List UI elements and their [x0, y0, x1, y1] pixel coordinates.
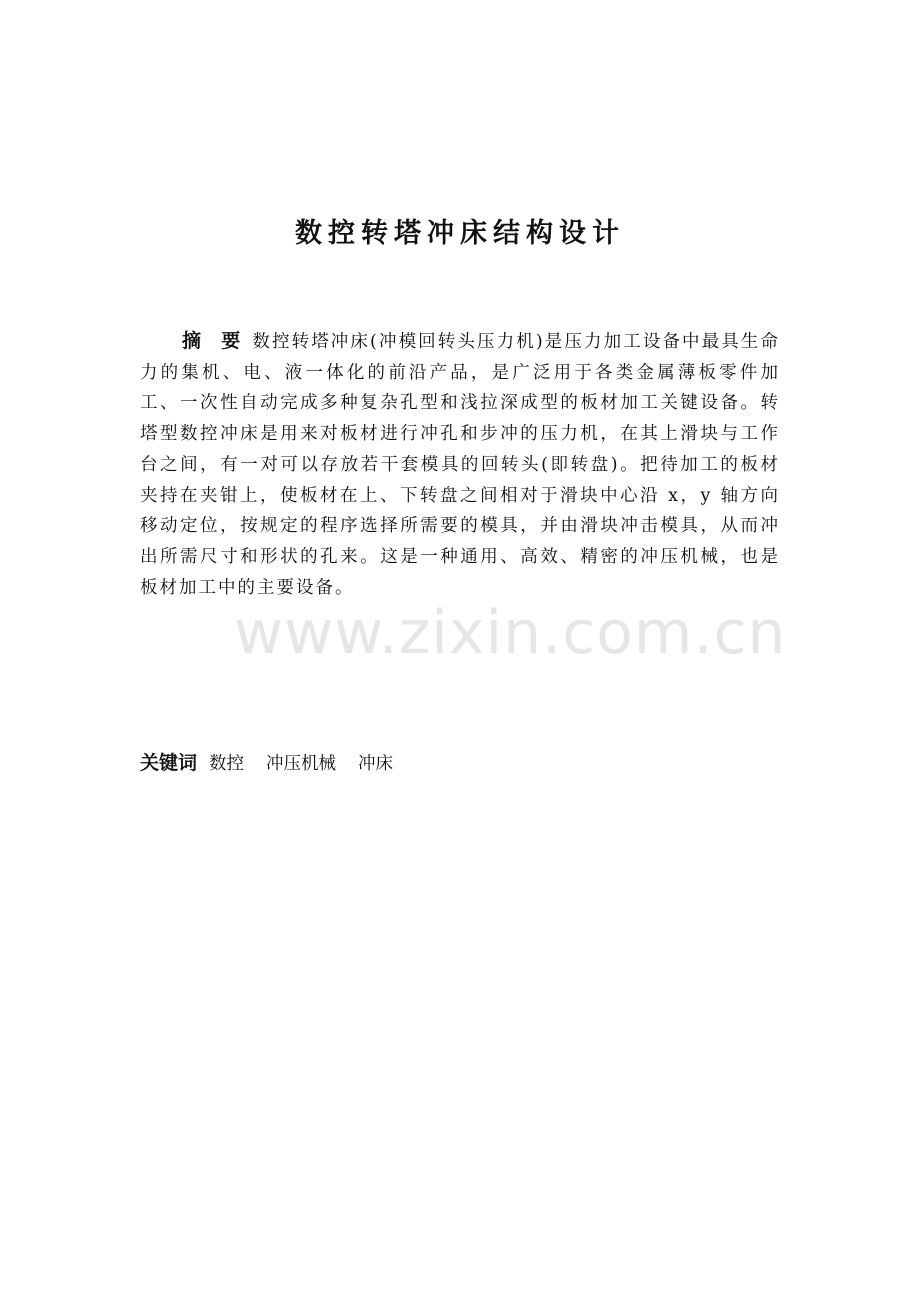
- abstract-label: [182, 330, 240, 352]
- abstract-text: 数控转塔冲床(冲模回转头压力机)是压力加工设备中最具生命力的集机、电、液一体化的前沿产品，是广泛用于各类金属薄板零件加工、一次性自动完成多种复杂孔型和浅拉深成型的板材加工关键设备。转塔型数控冲床是用来对板材进行冲孔和步冲的压力机，在其上滑块与工作台之间，有一对可以存放若干套模具的回转头(即转盘)。把待加工的板材夹持在夹钳上，使板材在上、下转盘之间相对于滑块中心沿 x，y 轴方向移动定位，按规定的程序选择所需要的模具，并由滑块冲击模具，从而冲出所需尺寸和形状的孔来。这是一种通用、高效、精密的冲压机械，也是板材加工中的主要设备。: [140, 332, 780, 598]
- watermark: www.zixin.com.cn: [234, 598, 787, 668]
- keyword-item: 冲床: [358, 754, 394, 774]
- keywords-line: [140, 748, 780, 779]
- abstract-paragraph: [140, 326, 780, 603]
- abstract-label-part2: 要: [221, 330, 241, 352]
- keyword-item: 冲压机械: [266, 754, 337, 774]
- abstract-label-part1: 摘: [182, 330, 202, 352]
- document-title: 数控转塔冲床结构设计: [295, 218, 625, 249]
- keywords-label: 关键词: [140, 752, 198, 774]
- keyword-item: 数控: [209, 754, 245, 774]
